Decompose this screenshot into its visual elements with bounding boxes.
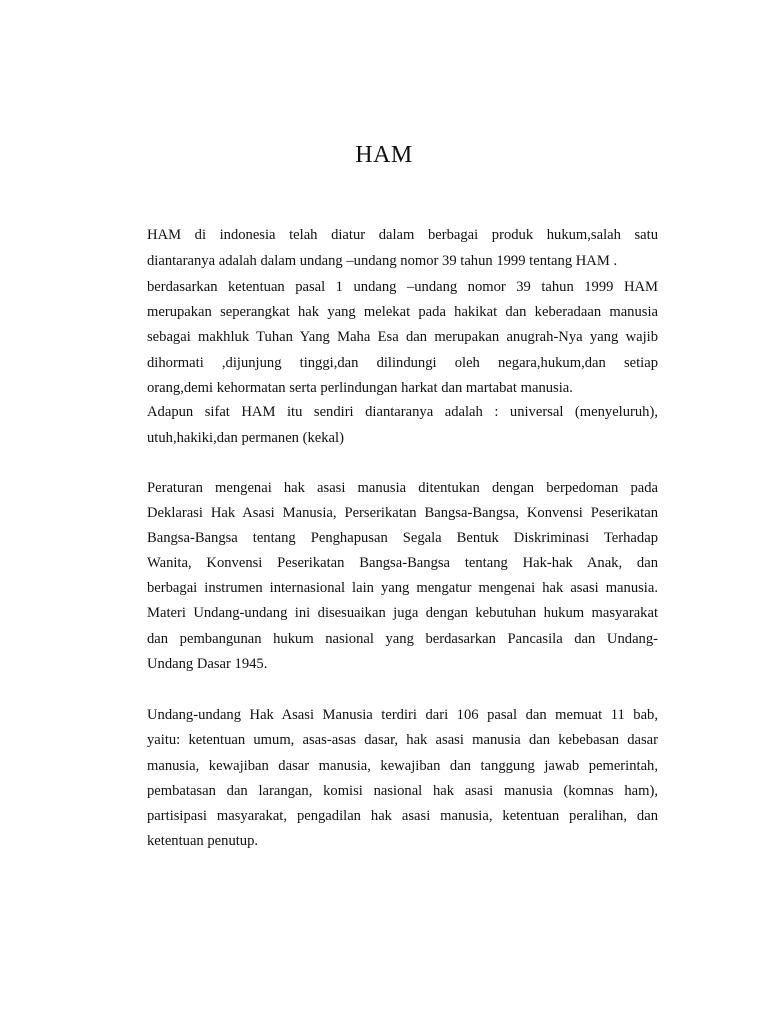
paragraph-line: orang,demi kehormatan serta perlindungan harkat dan martabat manusia. [147,380,573,396]
paragraph-line: Undang-undang Hak Asasi Manusia terdiri dari 106 pasal dan memuat 11 bab, [147,707,658,723]
paragraph-line: sebagai makhluk Tuhan Yang Maha Esa dan merupakan anugrah-Nya yang wajib [147,329,658,345]
paragraph-line: dan pembangunan hukum nasional yang berdasarkan Pancasila dan Undang- [147,631,658,647]
paragraph-line: Peraturan mengenai hak asasi manusia ditentukan dengan berpedoman pada [147,480,658,496]
paragraph-line: berbagai instrumen internasional lain yang mengatur mengenai hak asasi manusia. [147,580,658,596]
paragraph-line: Wanita, Konvensi Peserikatan Bangsa-Bangsa tentang Hak-hak Anak, dan [147,555,658,571]
paragraph-line: manusia, kewajiban dasar manusia, kewajiban dan tanggung jawab pemerintah, [147,758,658,774]
paragraph-line: dihormati ,dijunjung tinggi,dan dilindungi oleh negara,hukum,dan setiap [147,355,658,371]
paragraph-line: pembatasan dan larangan, komisi nasional hak asasi manusia (komnas ham), [147,783,658,799]
paragraph-line: diantaranya adalah dalam undang –undang nomor 39 tahun 1999 tentang HAM . [147,253,618,269]
paragraph-line: Undang Dasar 1945. [147,656,268,672]
paragraph-line: Deklarasi Hak Asasi Manusia, Perserikatan Bangsa-Bangsa, Konvensi Peserikatan [147,505,658,521]
paragraph-line: berdasarkan ketentuan pasal 1 undang –undang nomor 39 tahun 1999 HAM [147,279,658,295]
paragraph-line: Adapun sifat HAM itu sendiri diantaranya adalah : universal (menyeluruh), [147,404,658,420]
paragraph-line: HAM di indonesia telah diatur dalam berbagai produk hukum,salah satu [147,227,658,243]
paragraph-line: merupakan seperangkat hak yang melekat pada hakikat dan keberadaan manusia [147,304,658,320]
paragraph-line: Bangsa-Bangsa tentang Penghapusan Segala Bentuk Diskriminasi Terhadap [147,530,658,546]
paragraph-line: ketentuan penutup. [147,833,259,849]
document-title: HAM [355,142,413,168]
paragraph-line: Materi Undang-undang ini disesuaikan juga dengan kebutuhan hukum masyarakat [147,605,658,621]
paragraph-line: partisipasi masyarakat, pengadilan hak asasi manusia, ketentuan peralihan, dan [147,808,658,824]
paragraph-line: yaitu: ketentuan umum, asas-asas dasar, hak asasi manusia dan kebebasan dasar [147,732,658,748]
paragraph-line: utuh,hakiki,dan permanen (kekal) [147,430,344,446]
